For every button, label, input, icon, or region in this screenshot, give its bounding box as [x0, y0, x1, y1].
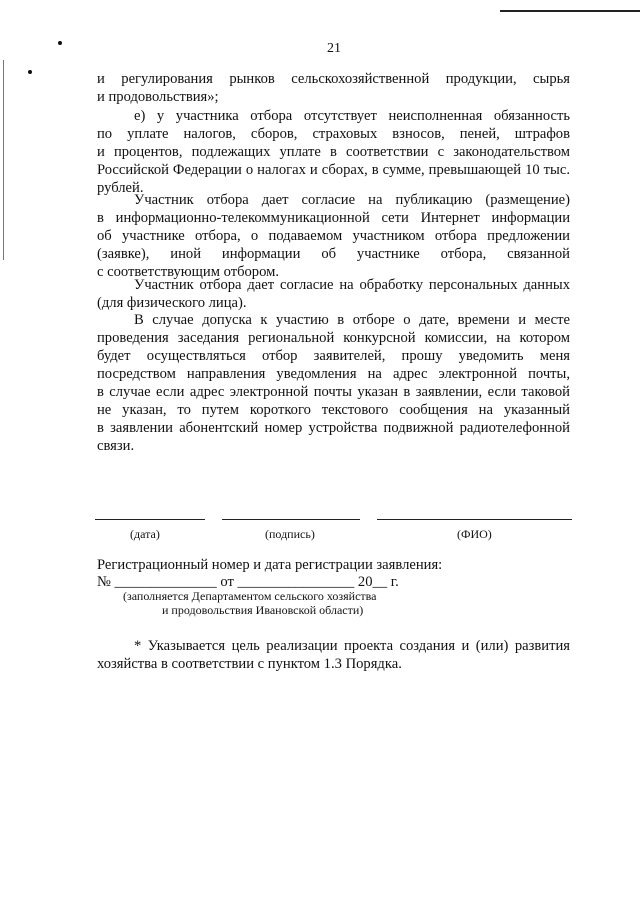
date-signature-line: [95, 519, 205, 520]
footnote-line-2: хозяйства в соответствии с пунктом 1.3 Порядка.: [97, 656, 402, 672]
sign-signature-line: [222, 519, 360, 520]
text-line: (заявке), иной информации об участнике отбора, связанной: [97, 246, 570, 262]
registration-note-2: и продовольствия Ивановской области): [162, 603, 364, 617]
text-line: связи.: [97, 438, 135, 454]
text-line: рублей.: [97, 180, 144, 196]
page-number: 21: [327, 41, 341, 56]
text-line: не указан, то путем короткого текстового сообщения на указанный: [97, 402, 570, 418]
top-edge-line: [500, 10, 640, 12]
text-line: в заявлении абонентский номер устройства подвижной радиотелефонной: [97, 420, 570, 436]
text-line: и продовольствия»;: [97, 89, 219, 105]
text-line: по уплате налогов, сборов, страховых взносов, пеней, штрафов: [97, 126, 570, 142]
text-line: е) у участника отбора отсутствует неисполненная обязанность: [134, 108, 570, 124]
text-line: проведения заседания региональной конкурсной комиссии, на котором: [97, 330, 570, 346]
punch-mark-1: [58, 41, 62, 45]
text-line: будет осуществляться отбор заявителей, прошу уведомить меня: [97, 348, 570, 364]
left-edge-line: [3, 60, 4, 260]
sign-label: (подпись): [265, 527, 315, 541]
text-line: Участник отбора дает согласие на публикацию (размещение): [134, 192, 570, 208]
text-line: в случае если адрес электронной почты указан в заявлении, если таковой: [97, 384, 570, 400]
registration-heading: Регистрационный номер и дата регистрации заявления:: [97, 557, 443, 573]
text-line: и процентов, подлежащих уплате в соответствии с законодательством: [97, 144, 570, 160]
text-line: об участнике отбора, о подаваемом участником отбора предложении: [97, 228, 570, 244]
text-line: Участник отбора дает согласие на обработку персональных данных: [134, 277, 570, 293]
text-line: посредством направления уведомления на адрес электронной почты,: [97, 366, 570, 382]
name-signature-line: [377, 519, 572, 520]
text-line: Российской Федерации о налогах и сборах, в сумме, превышающей 10 тыс.: [97, 162, 570, 178]
punch-mark-2: [28, 70, 32, 74]
registration-number-line: № ______________ от ________________ 20__ г.: [97, 574, 399, 590]
text-line: с соответствующим отбором.: [97, 264, 280, 280]
text-line: В случае допуска к участию в отборе о дате, времени и месте: [134, 312, 570, 328]
text-line: и регулирования рынков сельскохозяйственной продукции, сырья: [97, 71, 570, 87]
name-label: (ФИО): [457, 527, 492, 541]
date-label: (дата): [130, 527, 160, 541]
registration-note-1: (заполняется Департаментом сельского хозяйства: [123, 589, 377, 603]
text-line: (для физического лица).: [97, 295, 247, 311]
text-line: в информационно-телекоммуникационной сети Интернет информации: [97, 210, 570, 226]
footnote-line-1: * Указывается цель реализации проекта создания и (или) развития: [134, 638, 570, 654]
